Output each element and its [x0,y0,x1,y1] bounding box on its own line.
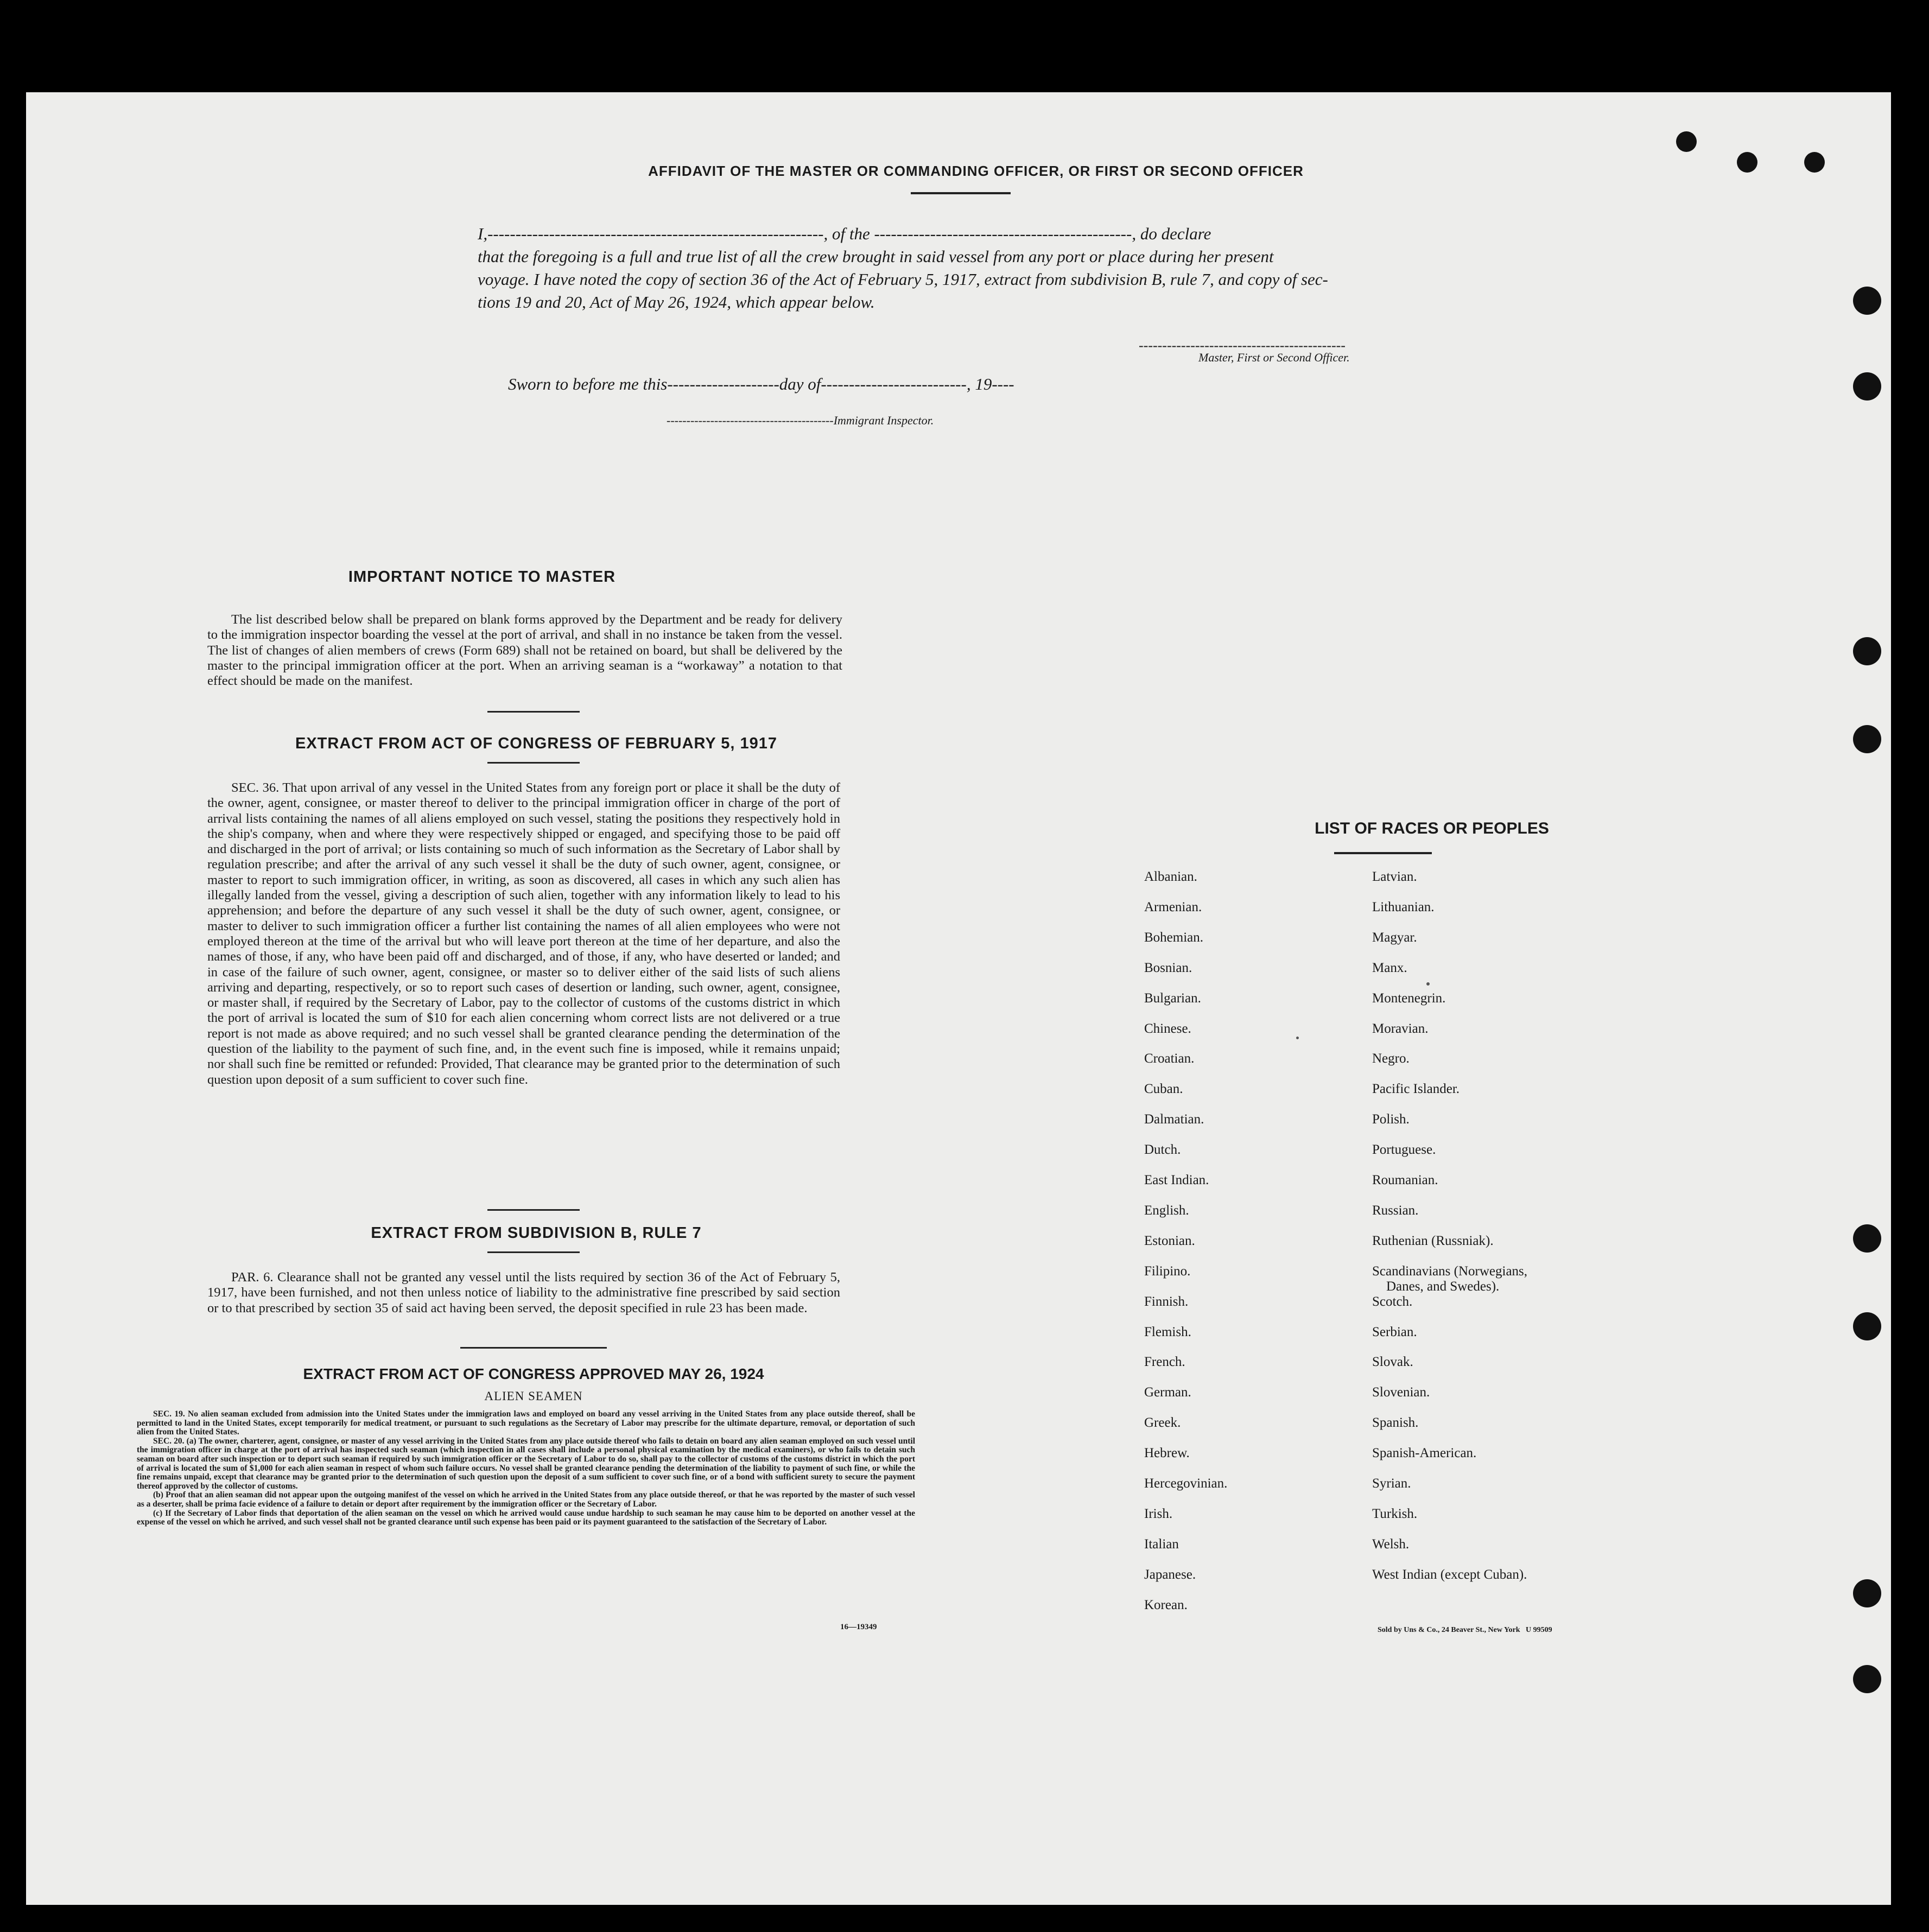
divider [487,762,580,764]
master-signature-line: -------------------------------------------- [1139,338,1346,353]
race-right-item: Spanish. [1372,1415,1419,1431]
race-left-item: Dutch. [1144,1142,1181,1158]
race-left-item: Korean. [1144,1597,1188,1612]
race-left-item: Armenian. [1144,899,1202,914]
sworn-line: Sworn to before me this--------------------day of--------------------------, 19---- [508,374,1014,393]
punch-hole [1853,637,1881,665]
extract-1924-text [137,1410,915,1527]
punch-hole [1853,1579,1881,1607]
affidavit-line-2: that the foregoing is a full and true list of all the crew brought in said vessel from any port or place during her present [478,247,1274,266]
sec20c-text: (c) If the Secretary of Labor finds that deportation of the alien seaman on the vessel on which he arrived would cause undue hardship to such seaman he may cause him to be deported on another vessel at the expense of the vessel on which he arrived, and such vessel shall not be granted clearance until such expense has been paid or its payment guaranteed to the satisfaction of the Secretary of Labor. [137,1508,915,1527]
extract-1917-heading: EXTRACT FROM ACT OF CONGRESS OF FEBRUARY 5, 1917 [295,735,778,752]
race-left-item: Dalmatian. [1144,1112,1204,1127]
divider [487,1251,580,1253]
notice-heading: IMPORTANT NOTICE TO MASTER [348,568,616,586]
race-right-item: Ruthenian (Russniak). [1372,1233,1494,1248]
form-number: 16—19349 [840,1623,877,1631]
race-left-item: Cuban. [1144,1082,1183,1097]
race-right-item: Welsh. [1372,1536,1410,1552]
race-left-item: Estonian. [1144,1233,1195,1248]
race-right-item: Serbian. [1372,1324,1417,1339]
punch-hole [1853,372,1881,401]
printer-imprint: Sold by Uns & Co., 24 Beaver St., New York U 99509 [1378,1626,1552,1634]
sec20b-text: (b) Proof that an alien seaman did not appear upon the outgoing manifest of the vessel on which he arrived in the United States from any place outside thereof, or that he was reported by the master of such vessel as a deserter, shall be prima facie evidence of a failure to detain or deport after requirement by the immigration officer or the Secretary of Labor. [137,1490,915,1509]
race-right-item: Negro. [1372,1051,1410,1066]
notice-text: The list described below shall be prepared on blank forms approved by the Department and be ready for delivery to the immigration inspector boarding the vessel at the port of arrival, and shall in no instance be taken from the vessel. The list of changes of alien members of crews (Form 689) shall not be retained on board, but shall be delivered by the master to the principal immigration officer at the port. When an arriving seaman is a “workaway” a notation to that effect should be made on the manifest. [207,612,842,689]
divider [487,711,580,713]
speck [1426,982,1430,986]
race-left-item: Bohemian. [1144,930,1204,945]
extract-1917-text: SEC. 36. That upon arrival of any vessel in the United States from any foreign port or place it shall be the duty of the owner, agent, consignee, or master thereof to deliver to the principal immigration officer in charge of the port of arrival lists containing the names of all aliens employed on such vessel, stating the positions they respectively hold in the ship's company, when and where they were respectively shipped or engaged, and specifying those to be paid off and discharged in the port of arrival; or lists containing so much of such information as the Secretary of Labor shall by regulation prescribe; and after the arrival of any such vessel it shall be the duty of such owner, agent, consignee, or master to report to such immigration officer, in writing, as soon as discovered, all cases in which any such alien has illegally landed from the vessel, giving a description of such alien, together with any information likely to lead to his apprehension; and before the departure of any such vessel it shall be the duty of such owner, agent, consignee, or master to deliver to such immigration officer a further list containing the names of all alien employees who were not employed thereon at the time of the arrival but who will leave port thereon at the time of her departure, and also the names of those, if any, who have been paid off and discharged, and of those, if any, who have deserted or landed; and in case of the failure of such owner, agent, consignee, or master so to deliver either of the said lists of such aliens arriving and departing, respectively, or so to report such cases of desertion or landing, such owner, agent, consignee, or master shall, if required by the Secretary of Labor, pay to the collector of customs of the customs district in which the port of arrival is located the sum of $10 for each alien concerning whom correct lists are not delivered or a true report is not made as above required; and no such vessel shall be granted clearance pending the determination of the question of the liability to the payment of such fine, and, in the event such fine is imposed, while it remains unpaid; nor shall such fine be remitted or refunded: Provided, That clearance may be granted prior to the determination of such question upon deposit of a sum sufficient to cover such fine. [207,780,840,1087]
affidavit-line-3: voyage. I have noted the copy of section 36 of the Act of February 5, 1917, extract from subdivision B, rule 7, and copy of sec- [478,270,1328,289]
race-right-item: Montenegrin. [1372,990,1446,1006]
master-signature-label: Master, First or Second Officer. [1198,351,1350,364]
race-left-item: Finnish. [1144,1294,1189,1309]
sec20a-text: SEC. 20. (a) The owner, charterer, agent, consignee, or master of any vessel arriving in the United States from any place outside thereof who fails to detain on board any alien seaman employed on such vessel until the immigration officer in charge at the port of arrival has inspected such seaman (which inspection in all cases shall include a personal physical examination by the medical examiners), or who fails to detain such seaman on board after such inspection or to deport such seaman if required by such immigration officer or the Secretary of Labor to do so, shall pay to the collector of customs of the customs district in which the port of arrival is located the sum of $1,000 for each alien seaman in respect of whom such failure occurs. No vessel shall be granted clearance pending the determination of the liability to payment of such fine, or while the fine remains unpaid, except that clearance may be granted prior to the determination of such question upon the deposit of a sum sufficient to cover such fine, or of a bond with sufficient surety to secure the payment thereof approved by the collector of customs. [137,1436,915,1491]
speck [1296,1037,1299,1039]
race-left-item: French. [1144,1355,1185,1370]
race-right-item: Pacific Islander. [1372,1082,1460,1097]
race-right-item: Scotch. [1372,1294,1413,1309]
races-underline [1334,852,1432,854]
ink-mark [1676,131,1697,152]
race-left-item: German. [1144,1385,1191,1400]
race-right-item: Syrian. [1372,1476,1411,1491]
inspector-signature-line: ------------------------------------------Immigrant Inspector. [667,414,934,427]
ink-mark [1737,152,1757,173]
race-left-item: Flemish. [1144,1324,1191,1339]
race-right-item: Turkish. [1372,1506,1418,1521]
affidavit-title: AFFIDAVIT OF THE MASTER OR COMMANDING OFFICER, OR FIRST OR SECOND OFFICER [648,163,1304,179]
punch-hole [1853,1224,1881,1253]
race-left-item: Japanese. [1144,1567,1196,1582]
race-left-item: East Indian. [1144,1173,1209,1187]
race-right-item: Portuguese. [1372,1142,1436,1158]
race-left-item: Hercegovinian. [1144,1476,1228,1491]
race-left-item: Irish. [1144,1506,1173,1521]
punch-hole [1853,1665,1881,1693]
extract-rule7-heading: EXTRACT FROM SUBDIVISION B, RULE 7 [371,1224,702,1242]
race-left-item: Hebrew. [1144,1446,1190,1461]
title-underline [911,192,1011,194]
race-right-item: Latvian. [1372,869,1417,884]
race-right-item: Slovenian. [1372,1385,1430,1400]
affidavit-text [478,223,1498,314]
race-left-item: Croatian. [1144,1051,1195,1066]
divider [487,1209,580,1211]
race-left-item: Chinese. [1144,1021,1191,1036]
race-right-item: Spanish-American. [1372,1446,1477,1461]
race-left-item: Filipino. [1144,1263,1191,1279]
punch-hole [1853,287,1881,315]
race-right-item: Danes, and Swedes). [1386,1279,1500,1294]
extract-1924-heading: EXTRACT FROM ACT OF CONGRESS APPROVED MAY 26, 1924 [303,1365,764,1382]
race-right-item: Manx. [1372,960,1407,975]
affidavit-line-4: tions 19 and 20, Act of May 26, 1924, which appear below. [478,293,875,312]
race-right-item: Scandinavians (Norwegians, [1372,1263,1528,1279]
race-left-item: Italian [1144,1536,1179,1552]
race-right-item: Moravian. [1372,1021,1429,1036]
punch-hole [1853,725,1881,753]
punch-hole [1853,1312,1881,1340]
race-left-item: Bulgarian. [1144,990,1201,1006]
races-heading: LIST OF RACES OR PEOPLES [1315,819,1549,837]
race-right-item: Russian. [1372,1203,1419,1218]
affidavit-line-1: I,------------------------------------------------------------, of the ----------------------------------------------, do declare [478,224,1211,243]
race-left-item: Bosnian. [1144,960,1192,975]
race-left-item: Albanian. [1144,869,1197,884]
document-page [26,92,1891,1905]
race-right-item: Roumanian. [1372,1173,1438,1187]
alien-seamen-subheading: ALIEN SEAMEN [484,1389,583,1403]
race-left-item: English. [1144,1203,1189,1218]
sec19-text: SEC. 19. No alien seaman excluded from admission into the United States under the immigration laws and employed on board any vessel arriving in the United States from any place outside thereof, shall be permitted to land in the United States, except temporarily for medical treatment, or pursuant to such regulations as the Secretary of Labor may prescribe for the ultimate departure, removal, or deportation of such alien from the United States. [137,1409,915,1437]
race-right-item: West Indian (except Cuban). [1372,1567,1527,1582]
race-right-item: Polish. [1372,1112,1410,1127]
extract-rule7-text: PAR. 6. Clearance shall not be granted any vessel until the lists required by section 36 of the Act of February 5, 1917, have been furnished, and not then unless notice of liability to the administrative fine prescribed by said section or to that prescribed by section 35 of said act having been served, the deposit specified in rule 23 has been made. [207,1270,840,1315]
race-right-item: Magyar. [1372,930,1417,945]
race-right-item: Lithuanian. [1372,899,1435,914]
ink-mark [1804,152,1825,173]
race-left-item: Greek. [1144,1415,1181,1431]
race-right-item: Slovak. [1372,1355,1413,1370]
divider [460,1347,607,1349]
